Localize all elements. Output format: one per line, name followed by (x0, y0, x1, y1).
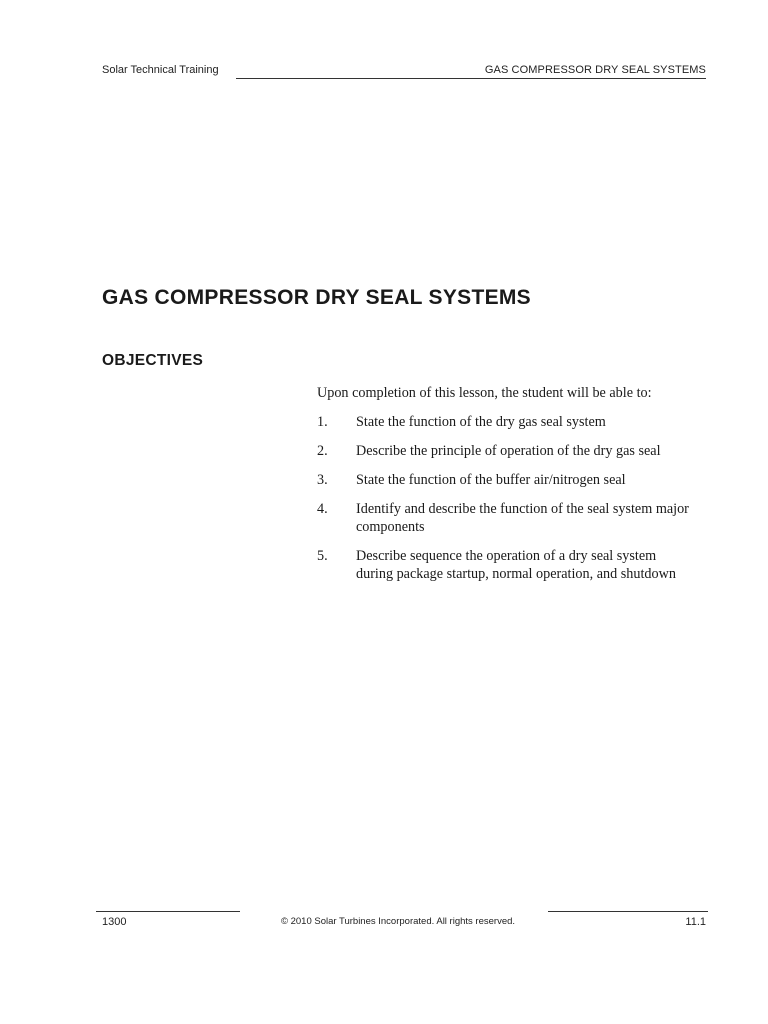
objective-item (317, 413, 717, 431)
footer-page-number: 11.1 (685, 916, 706, 928)
objective-item (317, 500, 717, 536)
objective-number: 5. (317, 548, 328, 564)
objective-item (317, 471, 717, 489)
objective-text: Describe sequence the operation of a dry seal system during package startup, normal operation, and shutdown (356, 548, 676, 582)
objectives-body (317, 384, 717, 594)
objective-number: 1. (317, 414, 328, 430)
objectives-intro: Upon completion of this lesson, the student will be able to: (317, 385, 652, 401)
objective-item (317, 442, 717, 460)
header-section-title: GAS COMPRESSOR DRY SEAL SYSTEMS (484, 64, 706, 76)
objectives-list (317, 413, 717, 583)
objective-item (317, 547, 717, 583)
footer-divider-right (548, 911, 708, 912)
objective-text: State the function of the dry gas seal system (356, 414, 606, 430)
header-training-label: Solar Technical Training (102, 64, 219, 76)
objective-text: State the function of the buffer air/nitrogen seal (356, 472, 626, 488)
objectives-heading: OBJECTIVES (102, 352, 204, 369)
footer-copyright: © 2010 Solar Turbines Incorporated. All rights reserved. (280, 916, 516, 927)
objective-number: 3. (317, 472, 328, 488)
header-divider (236, 78, 706, 79)
page-title: GAS COMPRESSOR DRY SEAL SYSTEMS (102, 286, 531, 309)
objective-text: Identify and describe the function of the seal system major components (356, 501, 689, 535)
footer-divider-left (96, 911, 240, 912)
footer-course-number: 1300 (102, 916, 127, 928)
objective-text: Describe the principle of operation of the dry gas seal (356, 443, 661, 459)
objective-number: 4. (317, 501, 328, 517)
objective-number: 2. (317, 443, 328, 459)
